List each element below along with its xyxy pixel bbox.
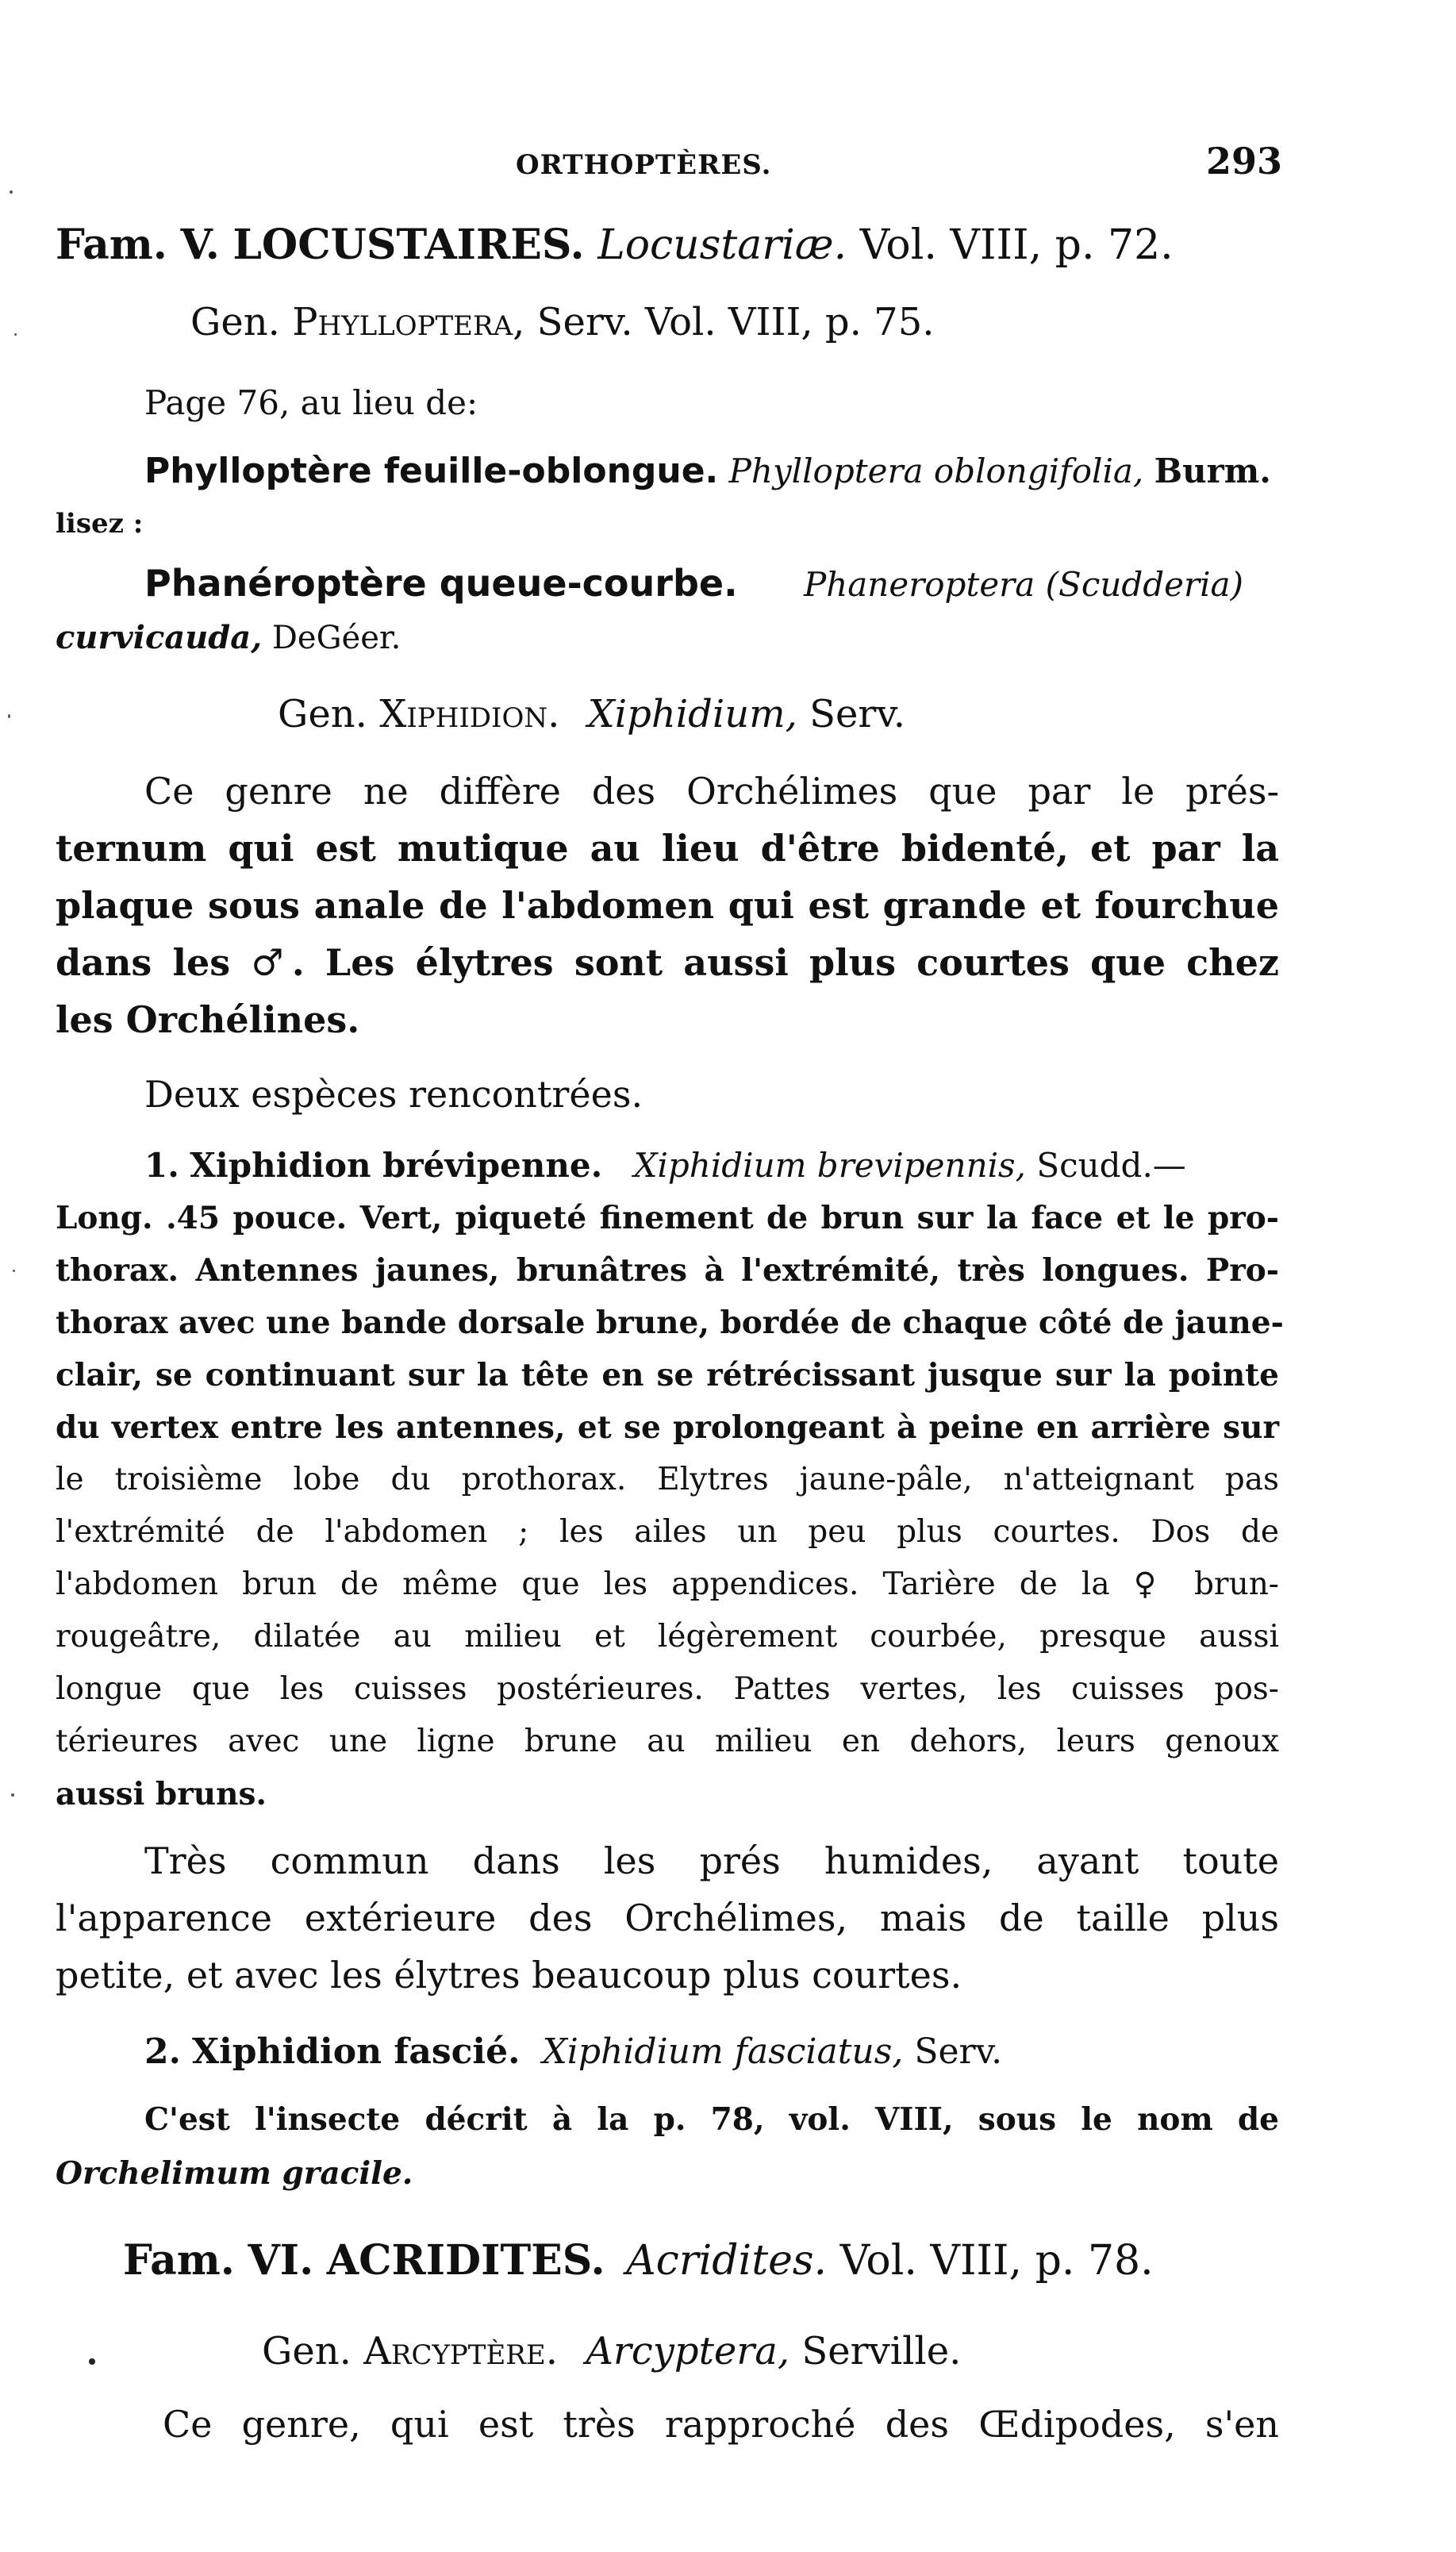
species-1-habitat-line: Très commun dans les prés humides, ayant toute xyxy=(144,1839,1279,1882)
running-title: ORTHOPTÈRES. xyxy=(516,149,772,181)
scan-speck xyxy=(8,714,10,718)
correct-name-line xyxy=(144,562,1243,605)
species-number: 1. xyxy=(144,1146,179,1185)
genus-name: Xiphidion. xyxy=(379,692,560,736)
species-count: Deux espèces rencontrées. xyxy=(144,1073,643,1116)
genus-author: Serville. xyxy=(801,2329,962,2373)
species-1-description-line: l'abdomen brun de même que les appendices. Tarière de la ♀ brun- xyxy=(56,1566,1279,1602)
species-1-description-line: le troisième lobe du prothorax. Elytres jaune-pâle, n'atteignant pas xyxy=(56,1462,1279,1497)
family-heading-acridites xyxy=(123,2236,1154,2285)
wrong-french-name: Phylloptère feuille-oblongue. xyxy=(144,451,719,491)
scan-speck xyxy=(89,2358,95,2365)
genus-latin: Xiphidium, xyxy=(587,692,797,736)
family-numeral: VI. xyxy=(248,2236,314,2285)
species-latin-name: Xiphidium brevipennis, xyxy=(633,1146,1026,1185)
wrong-author: Burm. xyxy=(1154,452,1271,490)
final-text-line: Ce genre, qui est très rapproché des Œdipodes, s'en xyxy=(163,2403,1279,2446)
species-2-heading xyxy=(144,2031,1002,2072)
genus-heading-arcyptere xyxy=(262,2329,961,2373)
correction-page-line: Page 76, au lieu de: xyxy=(144,383,478,422)
species-latin-name: Xiphidium fasciatus, xyxy=(542,2031,904,2072)
correct-author: DeGéer. xyxy=(271,620,401,656)
correct-latin-genus: Phaneroptera xyxy=(803,565,1035,604)
species-1-description-line: térieures avec une ligne brune au milieu en dehors, leurs genoux xyxy=(56,1724,1279,1759)
species-1-description-line: thorax. Antennes jaunes, brunâtres à l'extrémité, très longues. Pro- xyxy=(56,1252,1279,1289)
genus-label: Gen. xyxy=(262,2329,352,2373)
species-1-heading xyxy=(144,1146,1186,1185)
xiph-intro-line: Ce genre ne diffère des Orchélimes que par le prés- xyxy=(144,770,1279,813)
genus-name: Phylloptera, xyxy=(292,300,525,344)
species-2-note-line: Orchelimum gracile. xyxy=(56,2155,413,2192)
species-french-name: Xiphidion fascié. xyxy=(191,2031,521,2072)
scan-speck xyxy=(13,1270,15,1272)
correct-latin-species: curvicauda, xyxy=(56,619,263,656)
species-1-description-line: thorax avec une bande dorsale brune, bordée de chaque côté de jaune- xyxy=(56,1305,1284,1341)
species-1-description-line: clair, se continuant sur la tête en se rétrécissant jusque sur la pointe xyxy=(56,1357,1279,1393)
family-ref: Vol. VIII, p. 78. xyxy=(839,2237,1154,2285)
species-author: Scudd.— xyxy=(1036,1146,1186,1185)
family-latin: Locustariæ. xyxy=(597,221,847,269)
family-prefix: Fam. xyxy=(123,2236,235,2285)
correct-name-line-2 xyxy=(56,619,401,656)
xiph-intro-line: plaque sous anale de l'abdomen qui est grande et fourchue xyxy=(56,884,1279,927)
genus-ref: Serv. Vol. VIII, p. 75. xyxy=(536,300,935,344)
genus-label: Gen. xyxy=(190,300,280,344)
species-1-description-line: du vertex entre les antennes, et se prolongeant à peine en arrière sur xyxy=(56,1409,1279,1446)
species-french-name: Xiphidion brévipenne. xyxy=(190,1146,603,1185)
family-heading-locustaires xyxy=(56,221,1174,269)
scan-speck xyxy=(14,333,17,336)
genus-author: Serv. xyxy=(809,692,906,736)
species-author: Serv. xyxy=(914,2031,1003,2072)
genus-label: Gen. xyxy=(278,692,367,736)
species-1-description-line: rougeâtre, dilatée au milieu et légèrement courbée, presque aussi xyxy=(56,1619,1279,1655)
family-name: ACRIDITES. xyxy=(326,2236,605,2285)
family-ref: Vol. VIII, p. 72. xyxy=(859,221,1174,269)
family-prefix: Fam. xyxy=(56,221,167,269)
xiph-intro-line: ternum qui est mutique au lieu d'être bidenté, et par la xyxy=(56,827,1279,870)
species-1-description-line: longue que les cuisses postérieures. Pattes vertes, les cuisses pos- xyxy=(56,1671,1279,1707)
species-1-description-line: aussi bruns. xyxy=(56,1776,267,1812)
xiph-intro-line: les Orchélines. xyxy=(56,998,360,1041)
correct-latin-subgenus: (Scudderia) xyxy=(1045,565,1243,604)
species-1-description-line: Long. .45 pouce. Vert, piqueté finement de brun sur la face et le pro- xyxy=(56,1200,1279,1236)
scan-speck xyxy=(11,1793,14,1797)
species-number: 2. xyxy=(144,2031,181,2072)
scan-speck xyxy=(10,190,13,194)
family-latin: Acridites. xyxy=(626,2237,828,2285)
page-number: 293 xyxy=(1206,140,1283,183)
genus-name: Arcyptère. xyxy=(363,2329,558,2373)
family-name: LOCUSTAIRES. xyxy=(232,221,585,269)
lisez-label: lisez : xyxy=(56,508,144,540)
family-numeral: V. xyxy=(180,221,220,269)
genus-heading-xiphidion xyxy=(278,692,905,736)
correct-french-name: Phanéroptère queue-courbe. xyxy=(144,562,738,605)
wrong-name-line xyxy=(144,451,1271,491)
wrong-latin-name: Phylloptera oblongifolia, xyxy=(728,452,1144,490)
species-1-description-line: l'extrémité de l'abdomen ; les ailes un peu plus courtes. Dos de xyxy=(56,1514,1279,1550)
species-2-note-line: C'est l'insecte décrit à la p. 78, vol. VIII, sous le nom de xyxy=(144,2101,1279,2138)
species-1-habitat-line: petite, et avec les élytres beaucoup plus courtes. xyxy=(56,1954,962,1997)
species-1-habitat-line: l'apparence extérieure des Orchélimes, mais de taille plus xyxy=(56,1897,1279,1939)
genus-heading-phylloptera xyxy=(190,300,935,344)
xiph-intro-line: dans les ♂. Les élytres sont aussi plus courtes que chez xyxy=(56,941,1279,984)
genus-latin: Arcyptera, xyxy=(586,2329,790,2373)
